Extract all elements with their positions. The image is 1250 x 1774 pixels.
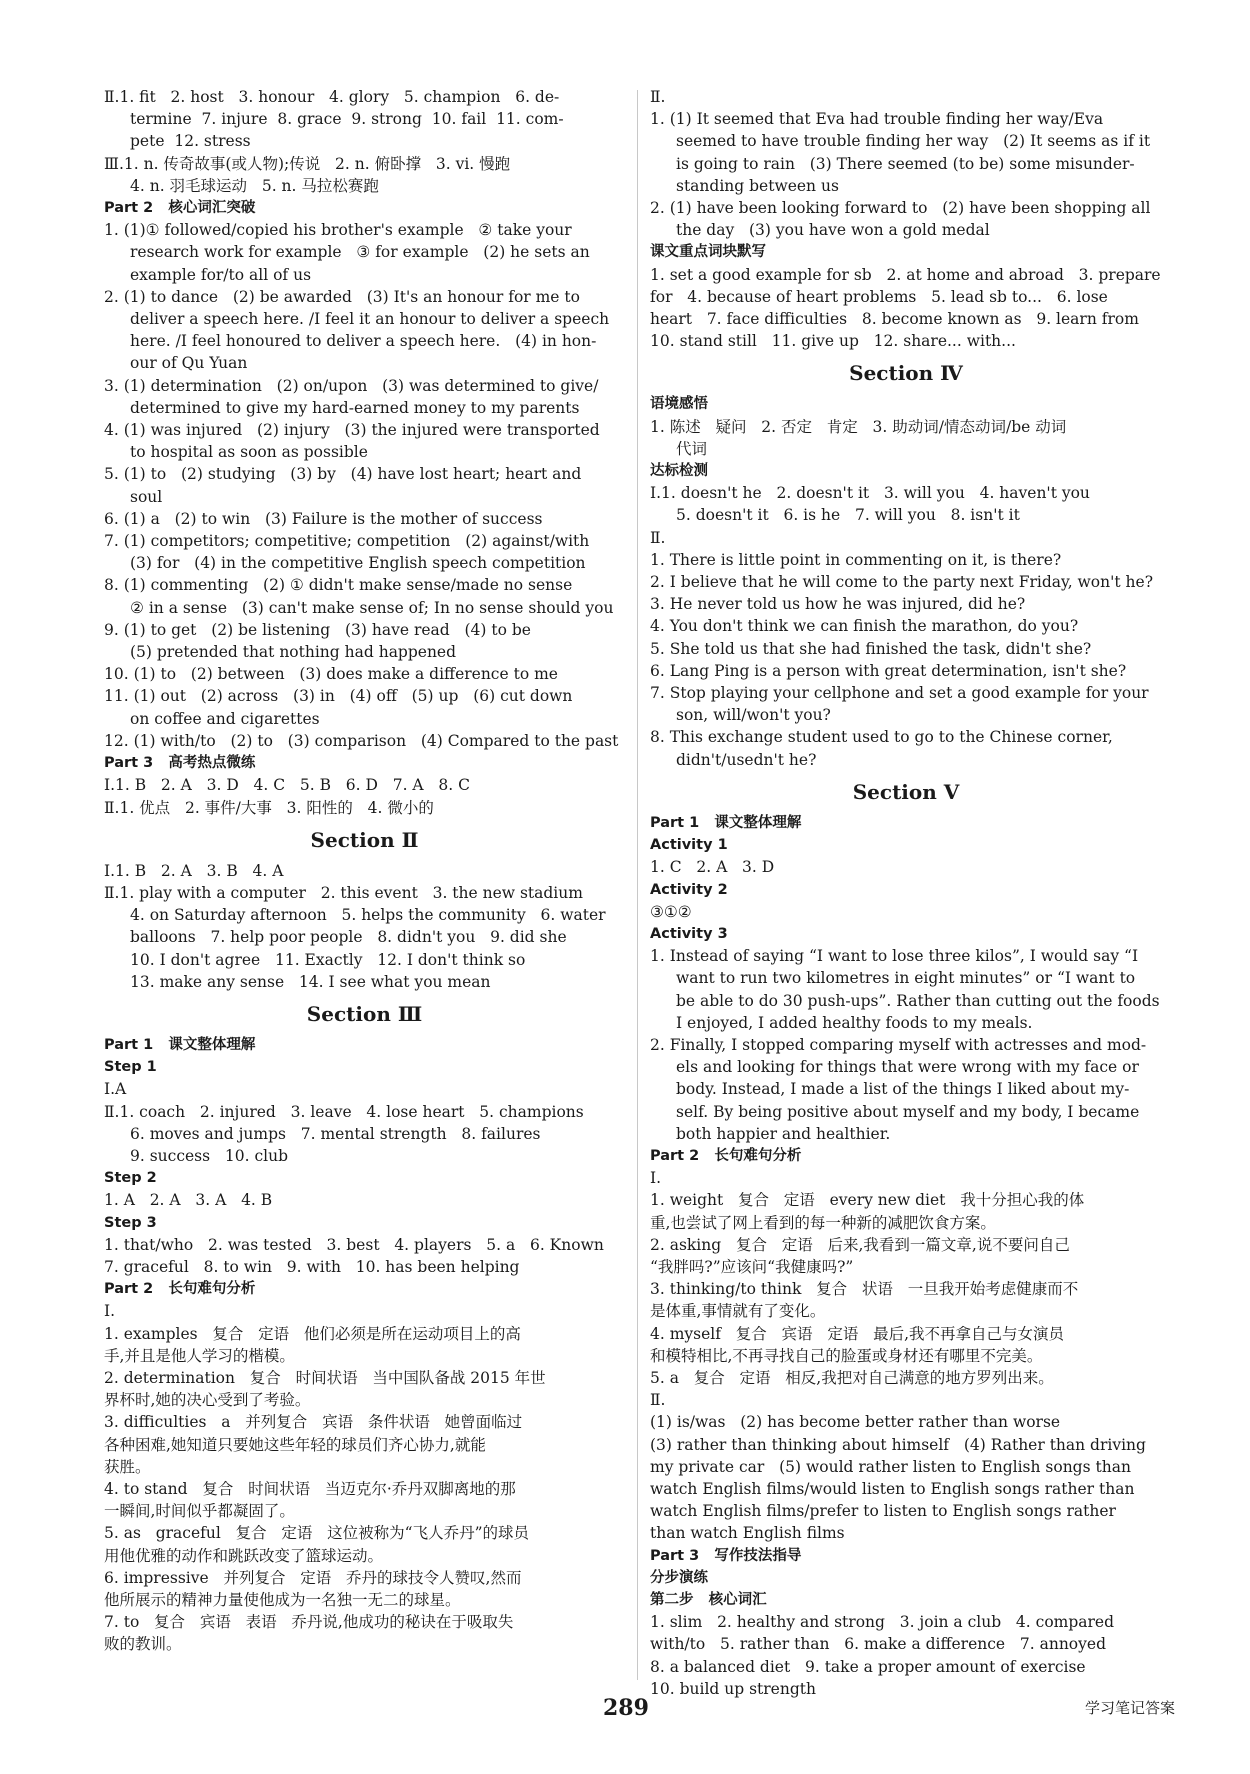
part-heading: Part 1 课文整体理解 [650, 814, 802, 831]
answer-line: 4. myself 复合 宾语 定语 最后,我不再拿自己与女演员 [650, 1324, 1065, 1343]
answer-line: is going to rain (3) There seemed (to be) some misunder- [676, 154, 1135, 173]
answer-line: Ⅱ. [650, 88, 666, 106]
answer-line: 1. slim 2. healthy and strong 3. join a club 4. compared [650, 1613, 1115, 1632]
answer-line: 5. as graceful 复合 定语 这位被称为“飞人乔丹”的球员 [104, 1524, 529, 1543]
part-heading: Step 1 [104, 1059, 157, 1076]
column-divider [637, 90, 638, 1680]
answer-line: Ⅲ.1. n. 传奇故事(或人物);传说 2. n. 俯卧撑 3. vi. 慢跑 [104, 154, 511, 173]
section-heading: Section Ⅱ [310, 827, 419, 852]
answer-line: 8. (1) commenting (2) ① didn't make sense/made no sense [104, 576, 573, 595]
part-heading: 分步演练 [650, 1569, 708, 1586]
section-heading: Section Ⅴ [852, 779, 960, 804]
answer-line: Ⅰ.A [104, 1080, 127, 1099]
answer-line: 代词 [676, 439, 708, 458]
answer-line: 1. set a good example for sb 2. at home and abroad 3. prepare [650, 265, 1161, 284]
answer-line: 10. stand still 11. give up 12. share... with... [650, 332, 1016, 351]
answer-line: (5) pretended that nothing had happened [130, 643, 457, 662]
answer-line: 1. weight 复合 定语 every new diet 我十分担心我的体 [650, 1191, 1085, 1210]
answer-line: 2. I believe that he will come to the party next Friday, won't he? [650, 573, 1154, 592]
part-heading: Part 2 长句难句分析 [104, 1281, 256, 1298]
footer-label: 学习笔记答案 [1085, 1699, 1176, 1717]
answer-line: 用他优雅的动作和跳跃改变了篮球运动。 [104, 1546, 384, 1565]
page-number: 289 [603, 1695, 649, 1721]
answer-line: 2. (1) have been looking forward to (2) have been shopping all [650, 199, 1151, 218]
answer-line: than watch English films [650, 1524, 845, 1543]
answer-line: our of Qu Yuan [130, 354, 248, 373]
answer-line: 10. I don't agree 11. Exactly 12. I don't think so [130, 950, 526, 969]
answer-line: 各种困难,她知道只要她这些年轻的球员们齐心协力,就能 [104, 1435, 486, 1454]
answer-line: 1. There is little point in commenting on it, is there? [650, 550, 1062, 569]
answer-line: Ⅱ.1. play with a computer 2. this event 3. the new stadium [104, 883, 583, 902]
answer-line: 10. build up strength [650, 1679, 816, 1698]
answer-line: deliver a speech here. /I feel it an honour to deliver a speech [130, 310, 610, 329]
answer-line: 3. (1) determination (2) on/upon (3) was determined to give/ [104, 376, 599, 395]
answer-line: with/to 5. rather than 6. make a difference 7. annoyed [650, 1635, 1106, 1654]
answer-line: I enjoyed, I added healthy foods to my meals. [676, 1013, 1033, 1032]
part-heading: Step 3 [104, 1214, 157, 1231]
answer-line: 6. impressive 并列复合 定语 乔丹的球技令人赞叹,然而 [104, 1568, 522, 1587]
answer-line: 和模特相比,不再寻找自己的脸蛋或身材还有哪里不完美。 [650, 1346, 1043, 1365]
answer-line: 1. examples 复合 定语 他们必须是所在运动项目上的高 [104, 1324, 521, 1343]
answer-line: 5. doesn't it 6. is he 7. will you 8. isn't it [676, 506, 1020, 525]
answer-line: 4. n. 羽毛球运动 5. n. 马拉松赛跑 [130, 176, 379, 195]
answer-line: balloons 7. help poor people 8. didn't you 9. did she [130, 928, 567, 947]
answer-line: 11. (1) out (2) across (3) in (4) off (5) up (6) cut down [104, 687, 573, 706]
answer-line: 5. She told us that she had finished the task, didn't she? [650, 639, 1092, 658]
left-column [104, 86, 625, 1656]
answer-line: on coffee and cigarettes [130, 709, 320, 728]
answer-line: Ⅱ.1. fit 2. host 3. honour 4. glory 5. champion 6. de- [104, 88, 560, 106]
answer-line: 一瞬间,时间似乎都凝固了。 [104, 1502, 295, 1521]
answer-line: 3. thinking/to think 复合 状语 一旦我开始考虑健康而不 [650, 1280, 1079, 1299]
answer-line: 4. You don't think we can finish the marathon, do you? [650, 617, 1079, 636]
answer-line: 5. (1) to (2) studying (3) by (4) have lost heart; heart and [104, 465, 582, 484]
answer-line: be able to do 30 push-ups”. Rather than cutting out the foods [676, 991, 1160, 1010]
answer-line: Ⅱ. [650, 528, 666, 547]
answer-line: my private car (5) would rather listen to English songs than [650, 1457, 1131, 1476]
part-heading: Step 2 [104, 1170, 157, 1187]
answer-line: 2. Finally, I stopped comparing myself with actresses and mod- [650, 1035, 1147, 1054]
answer-line: 8. This exchange student used to go to the Chinese corner, [650, 728, 1113, 747]
answer-line: 3. He never told us how he was injured, did he? [650, 595, 1026, 614]
answer-line: 获胜。 [104, 1457, 151, 1476]
answer-line: 8. a balanced diet 9. take a proper amount of exercise [650, 1657, 1086, 1676]
answer-line: 4. to stand 复合 时间状语 当迈克尔·乔丹双脚离地的那 [104, 1479, 516, 1498]
part-heading: Activity 3 [650, 925, 728, 942]
answer-line: Ⅰ.1. B 2. A 3. B 4. A [104, 861, 284, 880]
part-heading: 语境感悟 [650, 396, 708, 413]
answer-line: 7. graceful 8. to win 9. with 10. has been helping [104, 1257, 520, 1276]
section-heading: Section Ⅳ [849, 361, 963, 386]
answer-line: son, will/won't you? [676, 706, 831, 725]
answer-line: soul [130, 487, 163, 506]
part-heading: Part 1 课文整体理解 [104, 1036, 256, 1053]
answer-line: Ⅱ. [650, 1391, 666, 1410]
answer-line: 1. A 2. A 3. A 4. B [104, 1191, 273, 1210]
answer-line: 6. Lang Ping is a person with great determination, isn't she? [650, 661, 1127, 680]
answer-line: the day (3) you have won a gold medal [676, 221, 990, 240]
part-heading: Part 3 高考热点微练 [104, 755, 256, 772]
answer-line: self. By being positive about myself and my body, I became [676, 1102, 1140, 1121]
answer-line: ② in a sense (3) can't make sense of; In no sense should you [130, 598, 614, 617]
answer-line: (3) for (4) in the competitive English speech competition [130, 554, 586, 573]
answer-line: 1. (1) It seemed that Eva had trouble finding her way/Eva [650, 110, 1104, 129]
answer-line: both happier and healthier. [676, 1124, 891, 1143]
part-heading: 课文重点词块默写 [650, 244, 766, 261]
answer-line: 4. (1) was injured (2) injury (3) the injured were transported [104, 421, 600, 440]
answer-line: 1. that/who 2. was tested 3. best 4. players 5. a 6. Known [104, 1235, 604, 1254]
answer-line: Ⅱ.1. 优点 2. 事件/大事 3. 阳性的 4. 微小的 [104, 798, 434, 817]
answer-line: 1. 陈述 疑问 2. 否定 肯定 3. 助动词/情态动词/be 动词 [650, 417, 1067, 436]
answer-line: Ⅰ. [650, 1169, 662, 1188]
answer-line: 5. a 复合 定语 相反,我把对自己满意的地方罗列出来。 [650, 1368, 1054, 1387]
answer-line: watch English films/would listen to English songs rather than [650, 1479, 1135, 1498]
part-heading: Activity 1 [650, 837, 728, 854]
answer-line: 6. moves and jumps 7. mental strength 8. failures [130, 1124, 541, 1143]
section-heading: Section Ⅲ [306, 1001, 423, 1026]
answer-line: 13. make any sense 14. I see what you mean [130, 972, 491, 991]
answer-line: 12. (1) with/to (2) to (3) comparison (4) Compared to the past [104, 731, 619, 750]
answer-line: 10. (1) to (2) between (3) does make a difference to me [104, 665, 558, 684]
answer-line: 1. Instead of saying “I want to lose three kilos”, I would say “I [650, 947, 1139, 966]
answer-line: 界杯时,她的决心受到了考验。 [104, 1391, 311, 1410]
answer-line: to hospital as soon as possible [130, 443, 368, 462]
answer-line: 2. asking 复合 定语 后来,我看到一篇文章,说不要问自己 [650, 1235, 1070, 1254]
answer-line: standing between us [676, 176, 839, 195]
answer-line: Ⅰ. [104, 1302, 116, 1321]
answer-line: Ⅱ.1. coach 2. injured 3. leave 4. lose heart 5. champions [104, 1102, 584, 1121]
answer-line: 他所展示的精神力量使他成为一名独一无二的球星。 [104, 1591, 461, 1609]
answer-line: ③①② [650, 902, 692, 921]
answer-line: for 4. because of heart problems 5. lead sb to... 6. lose [650, 287, 1108, 306]
answer-line: 9. (1) to get (2) be listening (3) have read (4) to be [104, 620, 531, 639]
answer-line: seemed to have trouble finding her way (2) It seems as if it [676, 132, 1151, 151]
answer-line: here. /I feel honoured to deliver a speech here. (4) in hon- [130, 332, 597, 351]
answer-line: 9. success 10. club [130, 1146, 288, 1165]
part-heading: Part 3 写作技法指导 [650, 1547, 802, 1564]
answer-line: 2. (1) to dance (2) be awarded (3) It's an honour for me to [104, 287, 580, 306]
answer-line: 1. C 2. A 3. D [650, 858, 775, 877]
answer-line: 2. determination 复合 时间状语 当中国队备战 2015 年世 [104, 1368, 546, 1387]
answer-line: 手,并且是他人学习的楷模。 [104, 1346, 295, 1365]
answer-line: body. Instead, I made a list of the things I liked about my- [676, 1080, 1130, 1099]
part-heading: Part 2 长句难句分析 [650, 1147, 802, 1164]
answer-line: watch English films/prefer to listen to English songs rather [650, 1502, 1116, 1521]
answer-line: heart 7. face difficulties 8. become known as 9. learn from [650, 310, 1139, 329]
part-heading: 达标检测 [650, 463, 708, 480]
answer-line: 3. difficulties a 并列复合 宾语 条件状语 她曾面临过 [104, 1413, 523, 1432]
answer-line: els and looking for things that were wrong with my face or [676, 1058, 1139, 1077]
answer-line: example for/to all of us [130, 265, 312, 284]
answer-line: 6. (1) a (2) to win (3) Failure is the mother of success [104, 509, 543, 528]
part-heading: Activity 2 [650, 881, 728, 898]
part-heading: Part 2 核心词汇突破 [104, 200, 256, 217]
right-column [650, 86, 1162, 1700]
answer-line: 4. on Saturday afternoon 5. helps the community 6. water [130, 906, 606, 925]
answer-line: (3) rather than thinking about himself (4) Rather than driving [650, 1435, 1146, 1454]
answer-line: Ⅰ.1. doesn't he 2. doesn't it 3. will you 4. haven't you [650, 484, 1090, 503]
answer-line: Ⅰ.1. B 2. A 3. D 4. C 5. B 6. D 7. A 8. C [104, 776, 470, 795]
answer-line: (1) is/was (2) has become better rather than worse [650, 1413, 1061, 1432]
answer-line: didn't/usedn't he? [676, 750, 817, 769]
answer-line: 7. Stop playing your cellphone and set a good example for your [650, 684, 1149, 703]
answer-line: 1. (1)① followed/copied his brother's example ② take your [104, 221, 572, 240]
answer-line: want to run two kilometres in eight minutes” or “I want to [676, 969, 1136, 988]
answer-line: pete 12. stress [130, 132, 251, 151]
answer-line: determined to give my hard-earned money to my parents [130, 398, 580, 417]
answer-line: termine 7. injure 8. grace 9. strong 10. fail 11. com- [130, 110, 564, 129]
answer-line: “我胖吗?”应该问“我健康吗?” [650, 1257, 854, 1276]
answer-line: 重,也尝试了网上看到的每一种新的减肥饮食方案。 [650, 1213, 996, 1232]
answer-line: 是体重,事情就有了变化。 [650, 1302, 826, 1321]
answer-line: 7. to 复合 宾语 表语 乔丹说,他成功的秘诀在于吸取失 [104, 1613, 514, 1632]
answer-line: research work for example ③ for example (2) he sets an [130, 243, 590, 262]
answer-line: 败的教训。 [104, 1635, 182, 1654]
part-heading: 第二步 核心词汇 [650, 1592, 767, 1608]
answer-line: 7. (1) competitors; competitive; competition (2) against/with [104, 532, 590, 551]
